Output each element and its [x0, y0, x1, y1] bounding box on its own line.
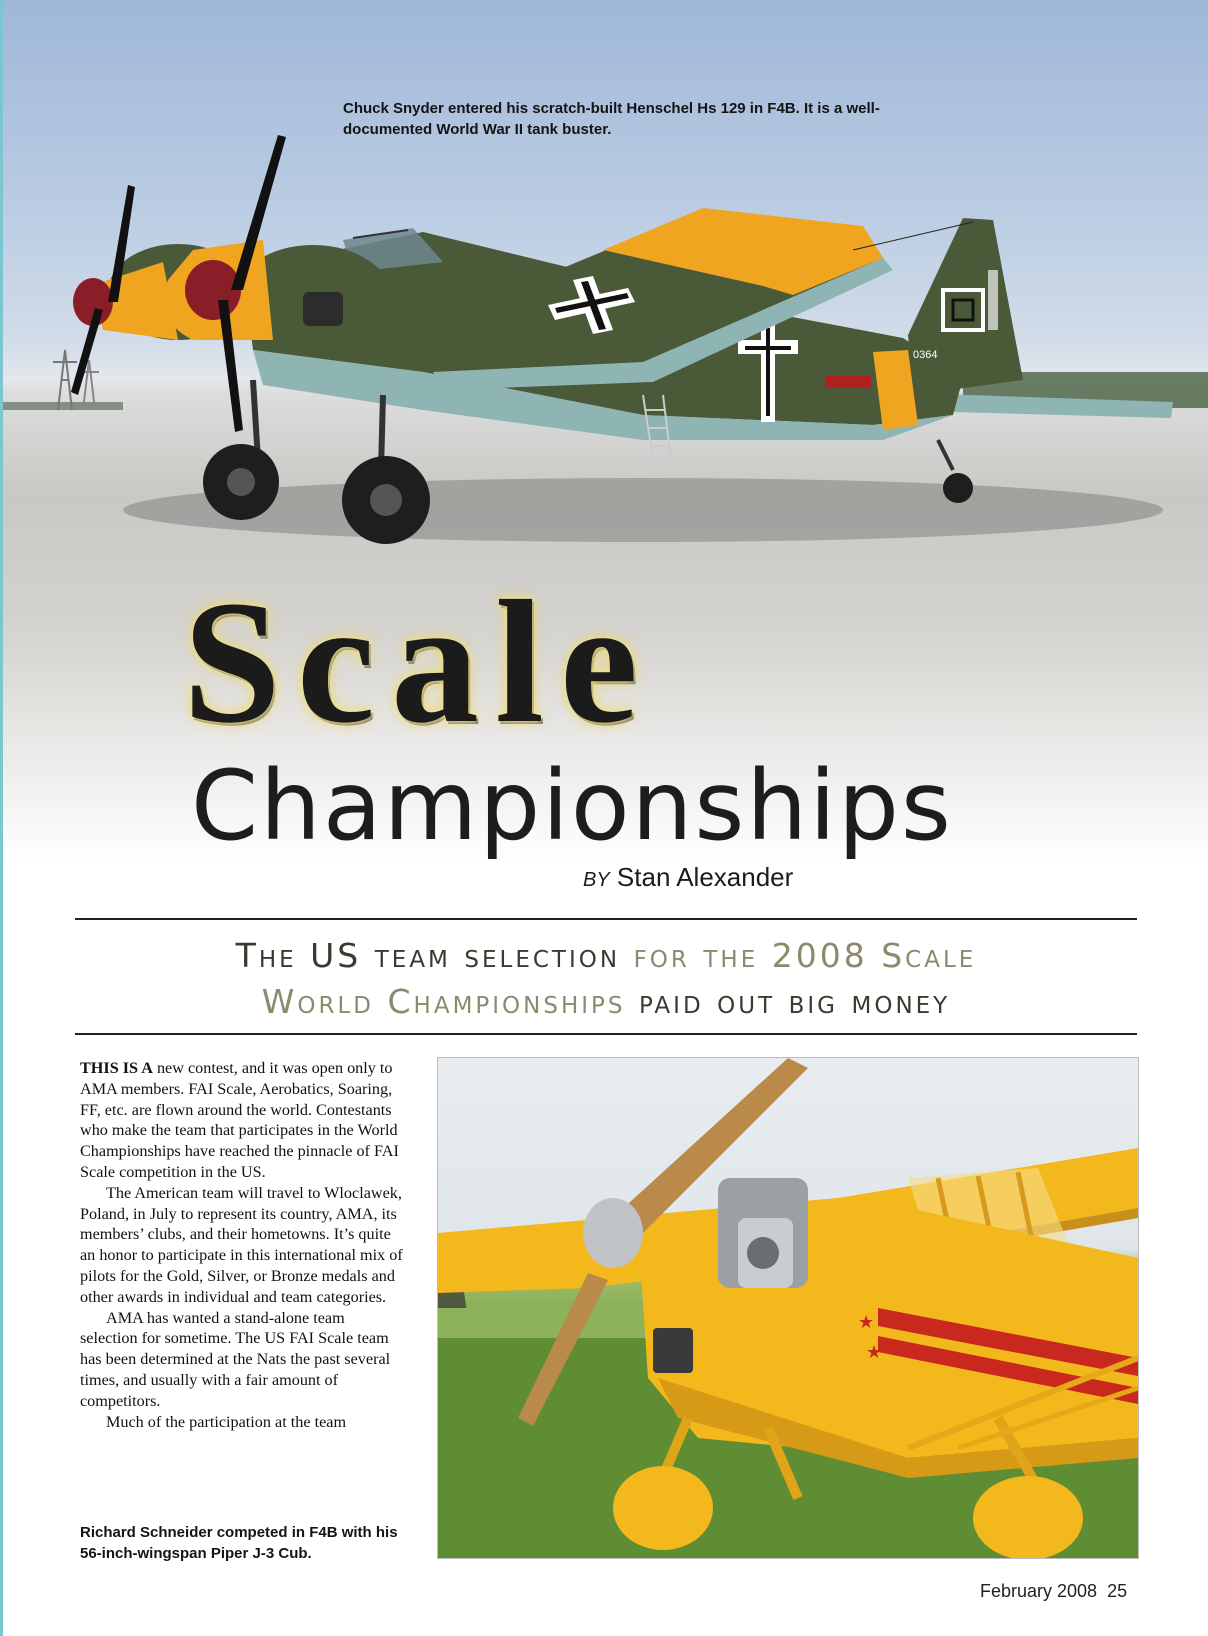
- piper-cub-photo: [437, 1057, 1139, 1559]
- title-championships: Championships: [191, 750, 953, 862]
- piper-j3-cub-illustration: [438, 1058, 1138, 1558]
- issue-date: February 2008: [980, 1581, 1098, 1601]
- lead-in: THIS IS A: [80, 1059, 153, 1077]
- svg-text:★: ★: [866, 1342, 883, 1363]
- photo-caption-bottom: Richard Schneider competed in F4B with his 56-inch-wingspan Piper J-3 Cub.: [80, 1524, 398, 1562]
- title-scale: Scale: [183, 565, 655, 760]
- paragraph-4: Much of the participation at the team: [106, 1412, 347, 1431]
- article-body: [80, 1058, 405, 1432]
- paragraph-2: The American team will travel to Wloclawek, Poland, in July to represent its country, AMA, its members’ clubs, and their hometowns. It’s quite an honor to participate in this international mix of pilots for the Gold, Silver, or Bronze medals and other awards in individual and team categories.: [80, 1183, 403, 1306]
- deck-top-rule: [75, 918, 1137, 920]
- paragraph-3: AMA has wanted a stand-alone team selection for sometime. The US FAI Scale team has been determined at the Nats the past several times, and usually with a fair amount of competitors.: [80, 1308, 391, 1410]
- deck-part-3: World Championships: [261, 982, 626, 1021]
- deck-subtitle: [75, 933, 1137, 1025]
- tail-number: 0364: [913, 349, 938, 361]
- deck-part-1: The US team selection: [235, 936, 621, 975]
- page-footer: [980, 1581, 1127, 1602]
- hero-photo: [3, 0, 1208, 900]
- byline-author: Stan Alexander: [616, 862, 794, 892]
- byline: [583, 862, 793, 893]
- deck-bottom-rule: [75, 1033, 1137, 1035]
- paragraph-1-text: new contest, and it was open only to AMA members. FAI Scale, Aerobatics, Soaring, FF, etc. are flown around the world. Contestants who make the team that participates in the World Championships have reached the pinnacle of FAI Scale competition in the US.: [80, 1059, 399, 1181]
- svg-text:★: ★: [858, 1312, 875, 1333]
- page-number: 25: [1107, 1581, 1128, 1601]
- paragraph-1: [80, 1058, 405, 1183]
- byline-prefix: BY: [583, 869, 610, 891]
- photo-caption-top: Chuck Snyder entered his scratch-built Henschel Hs 129 in F4B. It is a well-documented World War II tank buster.: [343, 100, 880, 138]
- deck-part-2: for the 2008 Scale: [633, 936, 977, 975]
- deck-part-4: paid out big money: [639, 982, 951, 1021]
